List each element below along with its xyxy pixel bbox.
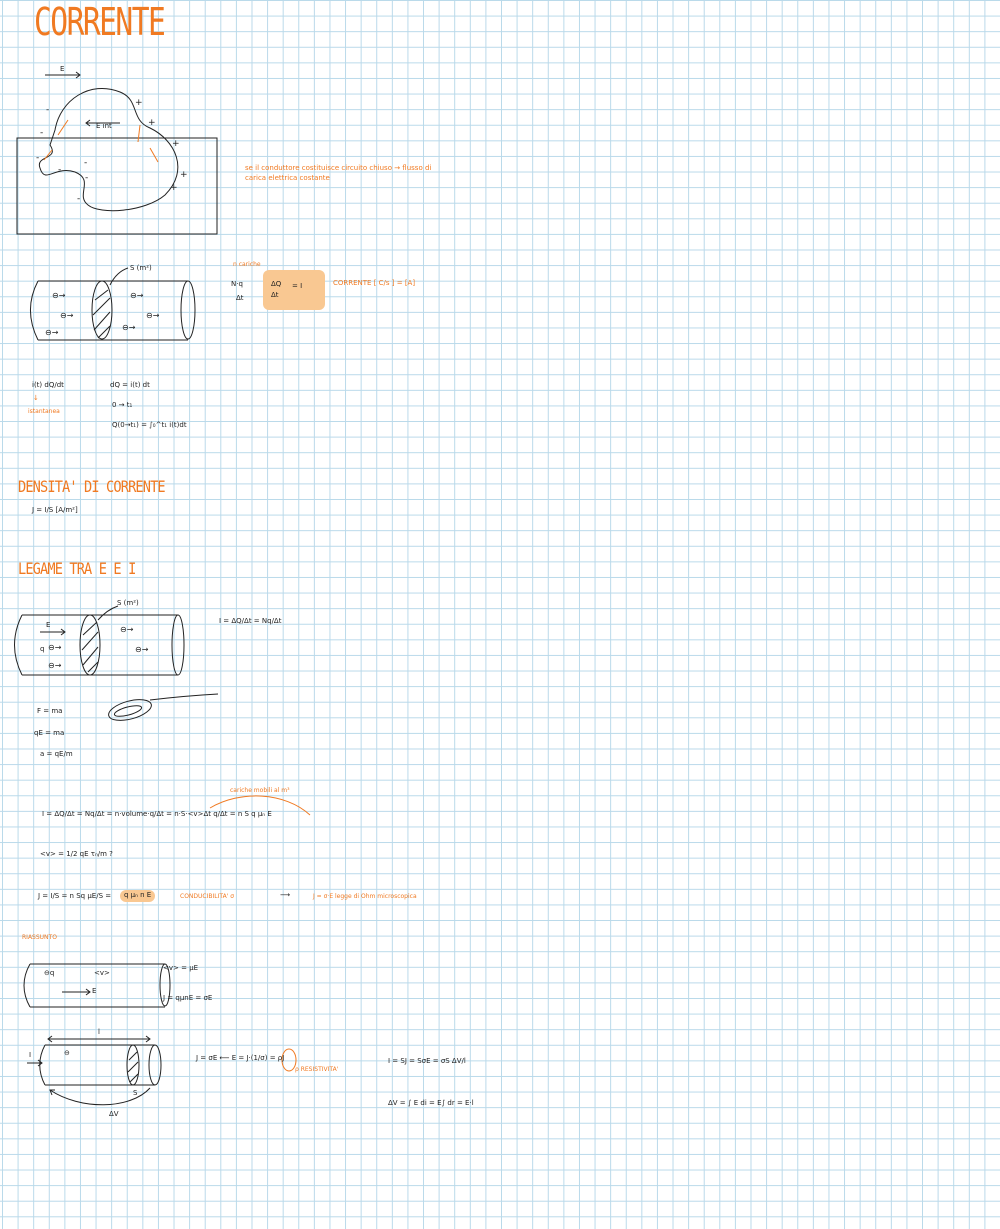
svg-text:⊖→: ⊖→ — [60, 311, 74, 320]
i-formula: I = ΔQ/Δt = Nq/Δt — [219, 617, 282, 625]
formula-dq: ΔQ — [271, 280, 282, 288]
qe-ma: qE = ma — [34, 729, 65, 737]
svg-text:⊖→: ⊖→ — [48, 661, 62, 670]
svg-text:⊖→: ⊖→ — [135, 645, 149, 654]
corrente-unit: CORRENTE [ C/s ] = [A] — [333, 279, 416, 287]
ohm-relation: J = σE ⟵ E = J·(1/σ) = ρJ — [196, 1054, 285, 1062]
a-qe-m: a = qE/m — [40, 750, 73, 758]
n-cariche-label: n cariche — [233, 261, 261, 268]
svg-text:+: + — [180, 170, 188, 180]
section-s-label-2: S (m²) — [117, 599, 139, 607]
section-s-label: S (m²) — [130, 264, 152, 272]
interval: 0 → t₁ — [112, 401, 133, 409]
charge-small: ⊖ — [64, 1049, 70, 1057]
v-mu-e: <v> = μE — [163, 964, 199, 972]
heading-legame: LEGAME TRA E E I — [18, 559, 136, 578]
j-formula: J = I/S [A/m²] — [32, 506, 78, 514]
svg-text:⊖→: ⊖→ — [130, 291, 144, 300]
integral-formula: Q(0→t₁) = ∫₀^t₁ i(t)dt — [112, 421, 187, 429]
svg-text:+: + — [172, 139, 180, 149]
box-v: <v> — [94, 969, 110, 977]
cariche-mobili-note: cariche mobili al m³ — [230, 787, 290, 794]
svg-text:⊖→: ⊖→ — [48, 643, 62, 652]
v-avg-formula: <v> = 1/2 qE τₙ/m ? — [40, 850, 113, 858]
heading-riassunto: RIASSUNTO — [22, 934, 57, 941]
box-e: E — [92, 987, 97, 995]
svg-text:⊖→: ⊖→ — [146, 311, 160, 320]
svg-text:+: + — [135, 98, 143, 108]
f-ma: F = ma — [37, 707, 63, 715]
formula-dt: Δt — [271, 291, 279, 299]
svg-text:⊖→: ⊖→ — [45, 328, 59, 337]
svg-text:⊖→: ⊖→ — [120, 625, 134, 634]
svg-text:-: - — [46, 105, 50, 115]
field-e-label-2: E — [46, 621, 51, 629]
delta-v: ΔV — [109, 1110, 119, 1118]
formula-equals-i: = I — [292, 282, 303, 290]
section-s: S — [133, 1089, 138, 1097]
heading-densita: DENSITA' DI CORRENTE — [18, 477, 165, 496]
svg-text:⊖→: ⊖→ — [52, 291, 66, 300]
i-long-formula: I = ΔQ/Δt = Nq/Δt = n·volume·q/Δt = n·S·<v>Δt q/Δt = n S q μₙ E — [42, 810, 272, 818]
j-sigma-e: J = qμnE = σE — [163, 994, 213, 1002]
svg-text:-: - — [58, 165, 62, 175]
svg-text:⊖→: ⊖→ — [122, 323, 136, 332]
i-chain: I = SJ = SσE = σS ΔV/l — [388, 1057, 466, 1065]
field-e-int-label: E int — [96, 122, 112, 130]
closed-circuit-note: se il conduttore costituisce circuito chiuso → flusso di carica elettrica costante — [245, 164, 432, 182]
dv-integral: ΔV = ∫ E di = E∫ dr = E·l — [388, 1099, 474, 1107]
svg-text:-: - — [85, 173, 89, 183]
ohm-micro: J = σ·E legge di Ohm microscopica — [313, 893, 417, 900]
i-def: i(t) dQ/dt — [32, 381, 64, 389]
arrow-down: ↓ — [33, 394, 39, 402]
charge-q-label: q — [40, 645, 45, 653]
box-q: ⊖q — [44, 969, 55, 977]
j-lhs-formula: J = I/S = n Sq μE/S = — [38, 892, 112, 900]
formula-nq-den: Δt — [236, 294, 244, 302]
conducibilita-label: CONDUCIBILITA' σ — [180, 893, 235, 900]
arrow-right: ⟶ — [280, 891, 291, 899]
field-e-label: E — [60, 65, 65, 73]
svg-text:+: + — [148, 118, 156, 128]
resistivita-label: ρ RESISTIVITA' — [295, 1066, 339, 1073]
svg-text:-: - — [77, 194, 81, 204]
svg-text:-: - — [84, 158, 88, 168]
length-l: l — [98, 1028, 100, 1036]
dq-formula: dQ = i(t) dt — [110, 381, 150, 389]
current-i: I — [29, 1051, 32, 1059]
page-title: CORRENTE — [34, 0, 165, 44]
svg-text:-: - — [40, 128, 44, 138]
istantanea-label: istantanea — [28, 408, 60, 415]
formula-nq: N·q — [231, 280, 243, 288]
highlight-q-mu-n-e: q μₙ n E — [120, 890, 155, 902]
svg-text:+: + — [170, 183, 178, 193]
svg-text:-: - — [36, 153, 40, 163]
